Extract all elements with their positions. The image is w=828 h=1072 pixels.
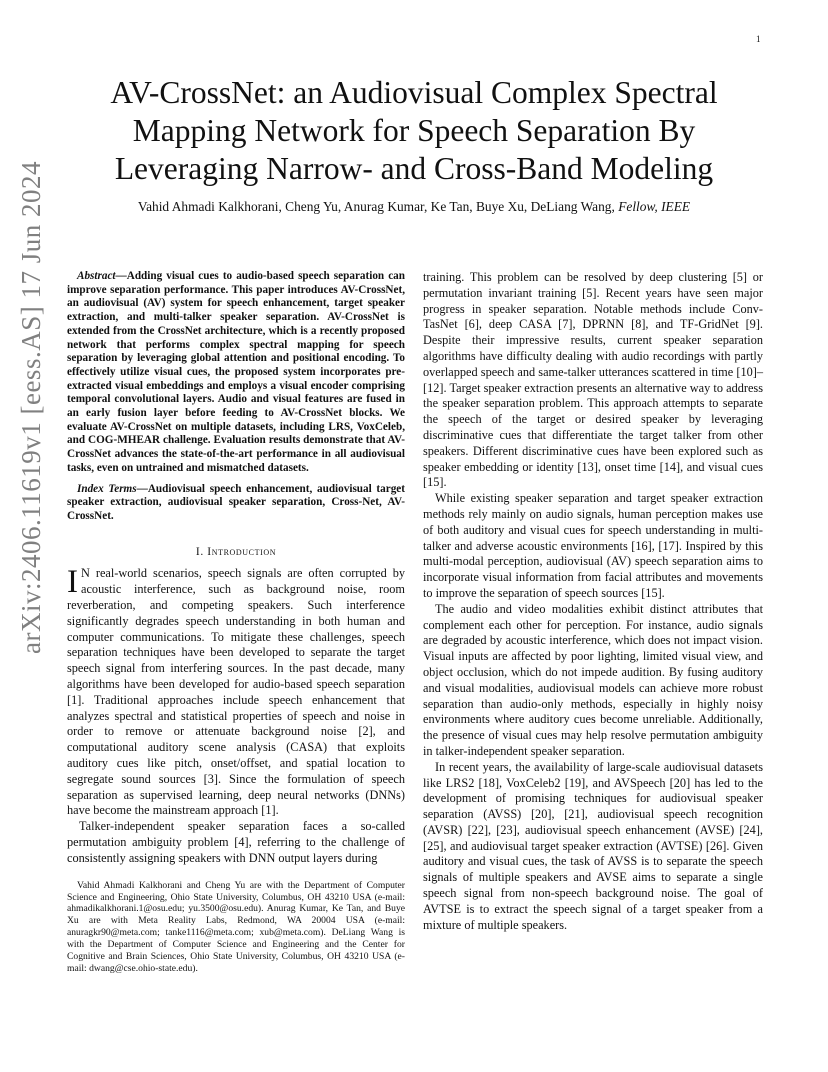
drop-cap: I (67, 564, 78, 601)
paper-title (60, 74, 768, 188)
intro-paragraph-1-text: N real-world scenarios, speech signals are often corrupted by acoustic interference, such as background noise, room reverberation, and competing speakers. Such interference significantly degrades speech understanding in both human and computer communications. To mitigate these challenges, speech separation techniques have been developed to separate the target speech signal from interfering sources. In the past decade, many algorithms have been developed for audio-based speech separation [1]. Traditional approaches include speech enhancement that analyzes spectral and statistical properties of speech and noise in order to remove or attenuate background noise [2], and computational auditory scene analysis (CASA) that exploits auditory cues like pitch, onset/offset, and spatial location to segregate sound sources [3]. Since the formulation of speech separation as supervised learning, deep neural networks (DNNs) have become the mainstream approach [1]. (67, 566, 405, 818)
intro-paragraph-2: Talker-independent speaker separation faces a so-called permutation ambiguity problem [4], referring to the challenge of consistently assigning speakers with DNN output layers during (67, 819, 405, 865)
right-column (423, 270, 763, 933)
body-paragraph-2: While existing speaker separation and target speaker extraction methods rely mainly on audio signals, human perception makes use of both auditory and visual cues for speech understanding in multi-talker and adverse acoustic environments [16], [17]. Inspired by this multi-modal perception, audiovisual (AV) speech separation aims to incorporate visual information from facial attributes and movements to improve the separation of speech sources [15]. (423, 491, 763, 600)
author-fellow: Fellow, IEEE (618, 199, 691, 214)
abstract (67, 270, 405, 476)
page-number: 1 (756, 34, 761, 44)
author-footnote: Vahid Ahmadi Kalkhorani and Cheng Yu are with the Department of Computer Science and Engineering, Ohio State University, Columbus, OH 43210 USA (e-mail: ahmadikalkhorani.1@osu.edu; yu.3500@osu.edu). Anurag Kumar, Ke Tan, and Buye Xu are with Meta Reality Labs, Redmond, WA 20004 USA (e-mail: anuragkr90@meta.com; tanke1116@meta.com; xub@meta.com). DeLiang Wang is with the Department of Computer Science and Engineering and the Center for Cognitive and Brain Sciences, Ohio State University, Columbus, OH 43210 USA (e-mail: dwang@cse.ohio-state.edu). (67, 879, 405, 974)
arxiv-identifier: arXiv:2406.11619v1 [eess.AS] 17 Jun 2024 (16, 161, 46, 654)
author-names: Vahid Ahmadi Kalkhorani, Cheng Yu, Anurag Kumar, Ke Tan, Buye Xu, DeLiang Wang, (137, 199, 615, 214)
left-column (67, 270, 405, 975)
index-terms-lead: Index Terms (77, 482, 137, 495)
section-heading: I. Introduction (195, 545, 277, 558)
abstract-text: —Adding visual cues to audio-based speech separation can improve separation performance. This paper introduces AV-CrossNet, an audiovisual (AV) system for speech enhancement, target speaker extraction, and multi-talker speaker separation. AV-CrossNet is extended from the CrossNet architecture, which is a recently proposed network that performs complex spectral mapping for speech separation by leveraging global attention and positional encoding. To effectively utilize visual cues, the proposed system incorporates pre-extracted visual embeddings and employs a visual encoder comprising temporal convolutional layers. Audio and visual features are fused in an early fusion layer before feeding to AV-CrossNet blocks. We evaluate AV-CrossNet on multiple datasets, including LRS, VoxCeleb, and COG-MHEAR challenge. Evaluation results demonstrate that AV-CrossNet advances the state-of-the-art performance in all audiovisual tasks, even on untrained and mismatched datasets. (67, 270, 405, 474)
body-paragraph-3: The audio and video modalities exhibit distinct attributes that complement each other for perception. For instance, audio signals are degraded by acoustic interference, which does not impact vision. Visual inputs are affected by poor lighting, limited visual view, and object occlusion, which do not impede audition. By fusing auditory and visual modalities, audiovisual models can achieve more robust separation than audio-only methods, especially in highly noisy environments where auditory cues become unreliable. Additionally, the presence of visual cues may help resolve permutation ambiguity in talker-independent speaker separation. (423, 601, 763, 758)
title-line-2: Mapping Network for Speech Separation By (132, 113, 696, 148)
abstract-lead: Abstract (77, 270, 116, 282)
index-terms-text: —Audiovisual speech enhancement, audiovisual target speaker extraction, audiovisual speaker separation, Cross-Net, AV-CrossNet. (67, 482, 405, 522)
author-list (60, 199, 768, 215)
title-line-1: AV-CrossNet: an Audiovisual Complex Spectral (110, 75, 718, 110)
body-paragraph-1: training. This problem can be resolved by deep clustering [5] or permutation invariant training [5]. Recent years have seen major progress in speaker separation. Notable methods include Conv-TasNet [6], deep CASA [7], DPRNN [8], and TF-GridNet [9]. Despite their impressive results, current speaker separation algorithms have difficulty dealing with audio recordings with partly overlapped speech and same-talker utterances scattered in time [10]–[12]. Target speaker extraction presents an alternative way to address the speaker separation problem. This approach attempts to separate the speech of the target or desired speaker by leveraging discriminative cues that differentiate the target talker from other speakers. Different discriminative cues have been explored such as speaker embedding or identity [13], onset time [14], and visual cues [15]. (423, 270, 763, 490)
intro-paragraph-1 (67, 566, 405, 819)
index-terms (67, 483, 405, 524)
title-line-3: Leveraging Narrow- and Cross-Band Modeling (114, 151, 714, 186)
body-paragraph-4: In recent years, the availability of large-scale audiovisual datasets like LRS2 [18], VoxCeleb2 [19], and AVSpeech [20] has led to the development of promising techniques for audiovisual speaker separation (AVSS) [20], [21], audiovisual speech recognition (AVSR) [22], [23], audiovisual speech enhancement (AVSE) [24], [25], and audiovisual target speaker extraction (AVTSE) [26]. Given auditory and visual cues, the task of AVSS is to separate the speech signals of multiple speakers and AVSE aims to separate a single speech signal from non-speech background noise. The goal of AVTSE is to extract the speech signal of a target speaker from a mixture of multiple speakers. (423, 759, 763, 932)
